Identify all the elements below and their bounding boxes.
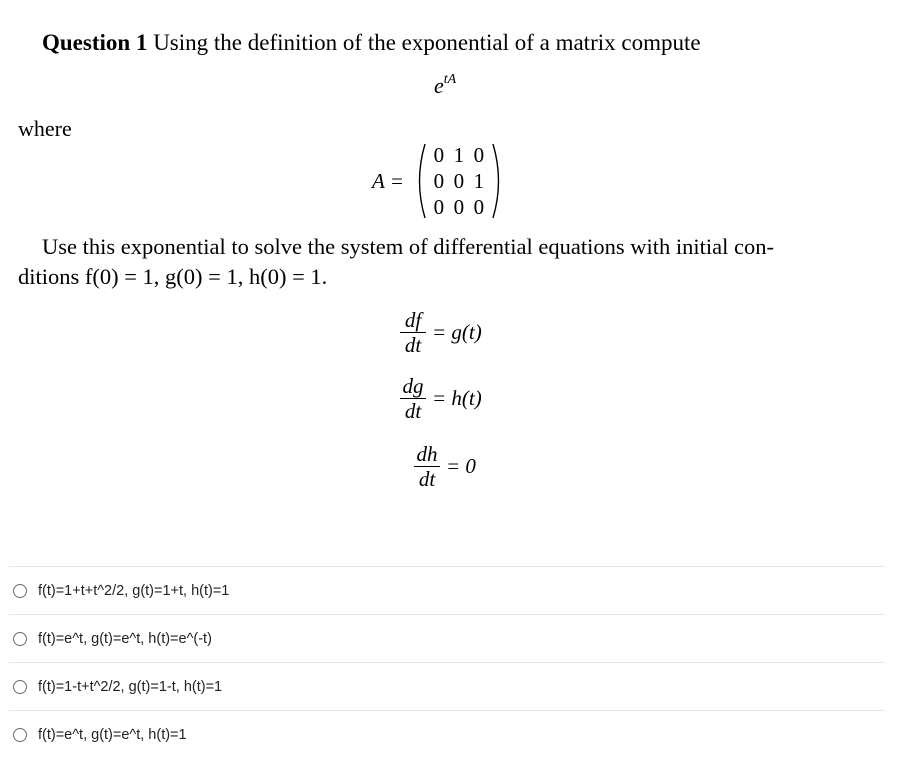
- exponential-expression: [434, 72, 456, 99]
- answer-option-label[interactable]: f(t)=e^t, g(t)=e^t, h(t)=1: [38, 726, 187, 743]
- fraction: [414, 442, 440, 491]
- matrix-cell: 0: [453, 195, 465, 219]
- exp-power: tA: [443, 72, 457, 87]
- fraction-numerator: dh: [416, 442, 438, 466]
- radio-button[interactable]: [13, 584, 27, 598]
- answer-option[interactable]: [9, 566, 885, 614]
- matrix-cell: 0: [433, 169, 445, 193]
- fraction-numerator: dg: [402, 374, 424, 398]
- where-text: where: [18, 116, 72, 141]
- matrix-cell: 0: [433, 195, 445, 219]
- problem-line-1: Use this exponential to solve the system of differential equations with initial con-: [42, 234, 774, 259]
- fraction-denominator: dt: [404, 399, 422, 423]
- fraction: [400, 308, 426, 357]
- radio-button[interactable]: [13, 632, 27, 646]
- matrix-cell: 0: [433, 143, 445, 167]
- matrix-cell: 0: [473, 143, 485, 167]
- fraction-numerator: df: [404, 308, 422, 332]
- equation-rhs: = 0: [446, 454, 476, 478]
- answer-options: [9, 566, 885, 758]
- matrix-equation: [372, 142, 506, 220]
- question-intro: Using the definition of the exponential of a matrix compute: [153, 30, 701, 55]
- question-label: Question 1: [42, 30, 148, 55]
- question-heading: [42, 30, 701, 56]
- matrix-cell: 0: [473, 195, 485, 219]
- answer-option[interactable]: [9, 614, 885, 662]
- equation-rhs: = g(t): [432, 320, 482, 344]
- problem-line-2: ditions f(0) = 1, g(0) = 1, h(0) = 1.: [18, 264, 328, 289]
- equation-dh: [414, 442, 476, 491]
- answer-option-label[interactable]: f(t)=1+t+t^2/2, g(t)=1+t, h(t)=1: [38, 582, 230, 599]
- answer-option[interactable]: [9, 662, 885, 710]
- equation-rhs: = h(t): [432, 386, 482, 410]
- answer-option-label[interactable]: f(t)=1-t+t^2/2, g(t)=1-t, h(t)=1: [38, 678, 223, 695]
- equation-dg: [400, 374, 482, 423]
- equation-df: [400, 308, 482, 357]
- matrix-cell: 0: [453, 169, 465, 193]
- fraction-denominator: dt: [418, 467, 436, 491]
- matrix-cell: 1: [453, 143, 465, 167]
- fraction-denominator: dt: [404, 333, 422, 357]
- answer-option-label[interactable]: f(t)=e^t, g(t)=e^t, h(t)=e^(-t): [38, 630, 212, 647]
- radio-button[interactable]: [13, 728, 27, 742]
- fraction: [400, 374, 426, 423]
- matrix-cell: 1: [473, 169, 485, 193]
- matrix-grid: [429, 142, 489, 220]
- radio-button[interactable]: [13, 680, 27, 694]
- matrix-lhs: A =: [372, 168, 404, 193]
- left-paren: [412, 142, 428, 220]
- exp-base: e: [434, 73, 444, 98]
- answer-option[interactable]: [9, 710, 885, 758]
- right-paren: [490, 142, 506, 220]
